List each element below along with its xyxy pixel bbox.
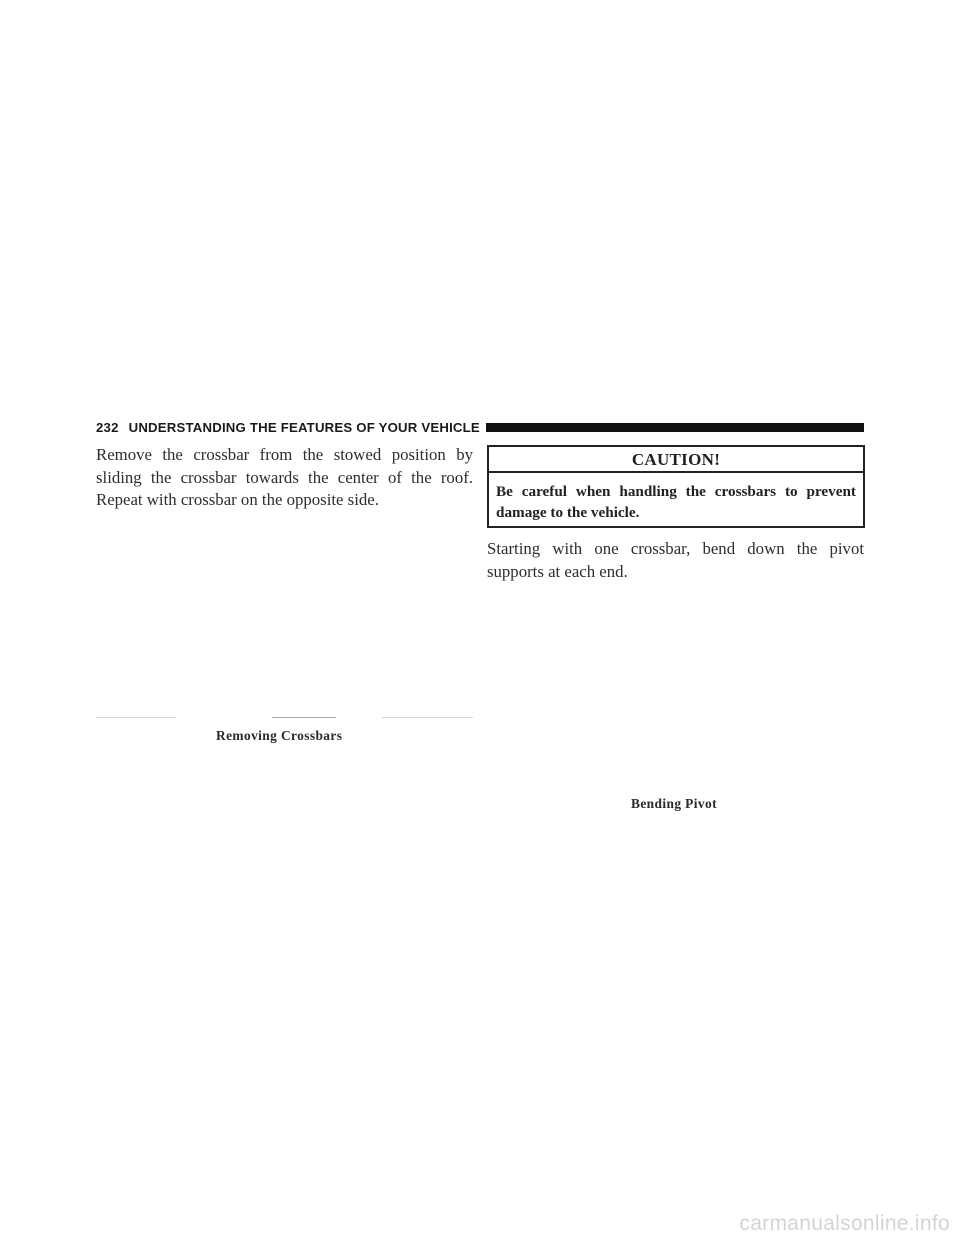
watermark: carmanualsonline.info — [739, 1212, 950, 1235]
page-number: 232 — [96, 419, 119, 435]
removing-crossbar-paragraph: Remove the crossbar from the stowed position by sliding the crossbar towards the center of the roof. Repeat with crossbar on the opposite side. — [96, 445, 473, 509]
section-title: UNDERSTANDING THE FEATURES OF YOUR VEHICLE — [128, 419, 480, 435]
removing-crossbars-figure — [96, 574, 473, 718]
header-text — [96, 420, 480, 435]
page-header — [96, 416, 864, 438]
caution-title: CAUTION! — [489, 447, 863, 473]
removing-crossbars-figure-edge — [96, 717, 473, 719]
bending-pivot-figure — [487, 592, 864, 788]
bending-pivot-caption: Bending Pivot — [631, 796, 717, 811]
caution-text: Be careful when handling the crossbars to prevent damage to the vehicle. — [496, 483, 856, 521]
removing-crossbars-caption: Removing Crossbars — [216, 728, 343, 743]
caution-box — [487, 445, 865, 528]
bending-pivot-paragraph: Starting with one crossbar, bend down the pivot supports at each end. — [487, 539, 864, 581]
header-rule — [486, 423, 864, 432]
